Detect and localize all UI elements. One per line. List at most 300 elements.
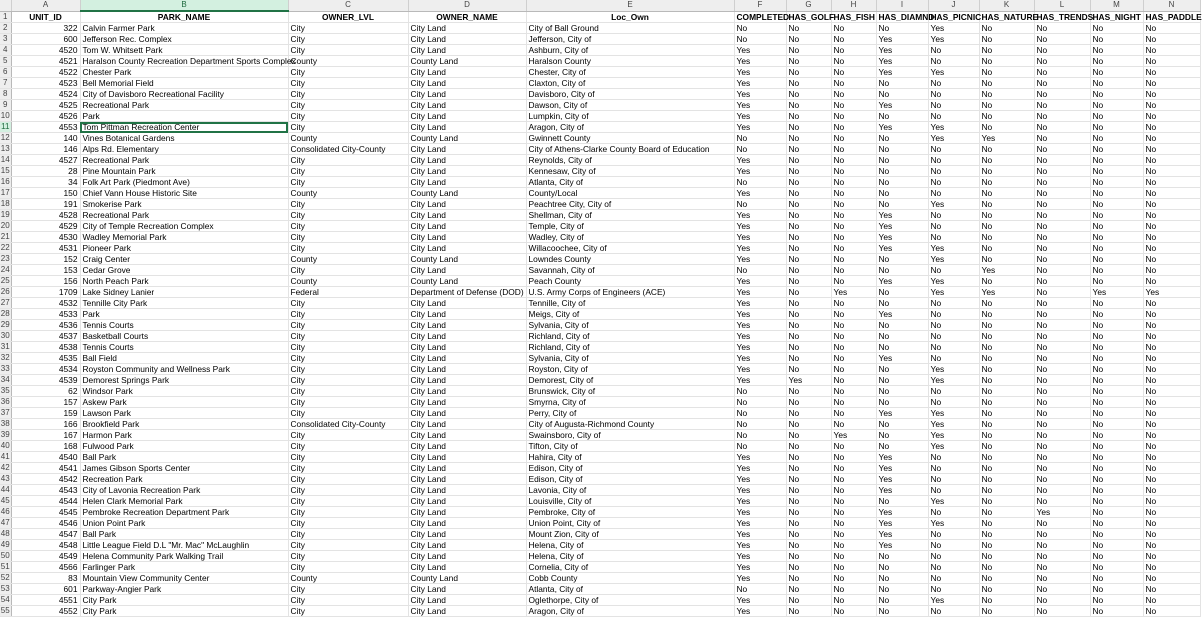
cell[interactable]: No	[786, 573, 831, 584]
cell[interactable]: No	[1090, 265, 1143, 276]
row-number[interactable]: 16	[0, 177, 10, 186]
cell[interactable]: No	[979, 45, 1034, 56]
cell[interactable]: No	[786, 232, 831, 243]
column-header-k[interactable]: K	[979, 0, 1034, 11]
cell[interactable]: No	[734, 199, 786, 210]
cell[interactable]: No	[831, 562, 876, 573]
cell[interactable]: No	[1143, 177, 1200, 188]
cell[interactable]: No	[734, 386, 786, 397]
cell[interactable]: City Land	[408, 331, 526, 342]
row-number[interactable]: 51	[0, 562, 10, 571]
cell[interactable]: No	[1143, 166, 1200, 177]
cell[interactable]: No	[831, 397, 876, 408]
cell[interactable]: City	[288, 221, 408, 232]
cell[interactable]: City Land	[408, 364, 526, 375]
cell[interactable]: Park	[80, 111, 288, 122]
cell[interactable]: Yes	[876, 518, 928, 529]
cell[interactable]: Yes	[786, 375, 831, 386]
cell[interactable]: County Land	[408, 188, 526, 199]
cell[interactable]: City Land	[408, 45, 526, 56]
cell[interactable]: 191	[11, 199, 80, 210]
cell[interactable]: No	[1143, 133, 1200, 144]
cell[interactable]: No	[786, 584, 831, 595]
cell[interactable]: City Land	[408, 452, 526, 463]
cell[interactable]: No	[979, 199, 1034, 210]
cell[interactable]: No	[831, 507, 876, 518]
cell[interactable]: No	[1143, 419, 1200, 430]
cell[interactable]: Yes	[876, 276, 928, 287]
cell[interactable]: 4541	[11, 463, 80, 474]
cell[interactable]: Bell Memorial Field	[80, 78, 288, 89]
cell[interactable]: 156	[11, 276, 80, 287]
cell[interactable]: Yes	[734, 232, 786, 243]
row-number[interactable]: 17	[0, 188, 10, 197]
cell[interactable]: No	[831, 23, 876, 34]
cell[interactable]: James Gibson Sports Center	[80, 463, 288, 474]
cell[interactable]: No	[979, 551, 1034, 562]
cell[interactable]: 83	[11, 573, 80, 584]
cell[interactable]: No	[1143, 595, 1200, 606]
cell[interactable]: City	[288, 34, 408, 45]
cell[interactable]: No	[979, 177, 1034, 188]
cell[interactable]: Yes	[734, 89, 786, 100]
cell[interactable]: No	[1034, 122, 1090, 133]
cell[interactable]: No	[831, 463, 876, 474]
cell[interactable]: Yes	[734, 210, 786, 221]
cell[interactable]: No	[1090, 419, 1143, 430]
cell[interactable]: Haralson County	[526, 56, 734, 67]
cell[interactable]: No	[1034, 551, 1090, 562]
cell[interactable]: No	[1034, 221, 1090, 232]
cell[interactable]: No	[979, 155, 1034, 166]
row-number[interactable]: 18	[0, 199, 10, 208]
cell[interactable]: Basketball Courts	[80, 331, 288, 342]
cell[interactable]: No	[831, 529, 876, 540]
cell[interactable]: City Land	[408, 155, 526, 166]
column-header-d[interactable]: D	[408, 0, 526, 11]
cell[interactable]: No	[876, 111, 928, 122]
cell[interactable]: No	[876, 89, 928, 100]
cell[interactable]: Louisville, City of	[526, 496, 734, 507]
cell[interactable]: Yes	[734, 529, 786, 540]
cell[interactable]: No	[1143, 430, 1200, 441]
cell[interactable]: No	[876, 298, 928, 309]
cell[interactable]: No	[1034, 320, 1090, 331]
row-number[interactable]: 10	[0, 111, 10, 120]
cell[interactable]: Department of Defense (DOD)	[408, 287, 526, 298]
cell[interactable]: County Land	[408, 254, 526, 265]
cell[interactable]: No	[928, 452, 979, 463]
cell[interactable]: City	[288, 353, 408, 364]
cell[interactable]: No	[876, 166, 928, 177]
cell[interactable]: No	[979, 595, 1034, 606]
cell[interactable]: No	[979, 320, 1034, 331]
cell[interactable]: No	[831, 67, 876, 78]
row-number[interactable]: 1	[0, 11, 11, 23]
cell[interactable]: Pembroke Recreation Department Park	[80, 507, 288, 518]
cell[interactable]: No	[1090, 298, 1143, 309]
cell[interactable]: City	[288, 89, 408, 100]
cell[interactable]: No	[786, 397, 831, 408]
cell[interactable]: No	[876, 364, 928, 375]
cell[interactable]: 4533	[11, 309, 80, 320]
cell[interactable]: City	[288, 562, 408, 573]
cell[interactable]: Helena Community Park Walking Trail	[80, 551, 288, 562]
cell[interactable]: Vines Botanical Gardens	[80, 133, 288, 144]
cell[interactable]: City Land	[408, 34, 526, 45]
cell[interactable]: City Land	[408, 474, 526, 485]
cell[interactable]: Yes	[928, 199, 979, 210]
cell[interactable]: County Land	[408, 133, 526, 144]
cell[interactable]: Yes	[734, 562, 786, 573]
cell[interactable]: No	[831, 166, 876, 177]
cell[interactable]: 150	[11, 188, 80, 199]
cell[interactable]: No	[1034, 540, 1090, 551]
cell[interactable]: Yes	[734, 540, 786, 551]
cell[interactable]: Yes	[876, 34, 928, 45]
cell[interactable]: No	[979, 56, 1034, 67]
cell[interactable]: No	[786, 243, 831, 254]
cell[interactable]: Helena, City of	[526, 540, 734, 551]
row-number[interactable]: 7	[0, 78, 11, 89]
cell[interactable]: Davisboro, City of	[526, 89, 734, 100]
cell[interactable]: No	[831, 408, 876, 419]
cell[interactable]: No	[1090, 34, 1143, 45]
cell[interactable]: Yes	[928, 518, 979, 529]
cell[interactable]: No	[979, 375, 1034, 386]
cell[interactable]: No	[979, 529, 1034, 540]
cell[interactable]: Yes	[734, 111, 786, 122]
row-number[interactable]: 36	[0, 397, 10, 406]
cell[interactable]: Hahira, City of	[526, 452, 734, 463]
cell[interactable]: No	[1143, 518, 1200, 529]
cell[interactable]: No	[876, 595, 928, 606]
cell[interactable]: No	[831, 210, 876, 221]
cell[interactable]: No	[831, 419, 876, 430]
row-number[interactable]: 44	[0, 485, 10, 494]
cell[interactable]: No	[928, 89, 979, 100]
cell[interactable]: No	[831, 518, 876, 529]
cell[interactable]: No	[1034, 210, 1090, 221]
cell[interactable]: No	[1034, 375, 1090, 386]
cell[interactable]: No	[876, 331, 928, 342]
cell[interactable]: No	[1143, 309, 1200, 320]
cell[interactable]: Yes	[876, 67, 928, 78]
cell[interactable]: Yes	[876, 452, 928, 463]
cell[interactable]: No	[734, 265, 786, 276]
cell[interactable]: No	[1034, 243, 1090, 254]
cell[interactable]: No	[928, 56, 979, 67]
cell[interactable]: No	[831, 342, 876, 353]
cell[interactable]: Royston, City of	[526, 364, 734, 375]
cell[interactable]: Yes	[979, 265, 1034, 276]
cell[interactable]: Yes	[734, 67, 786, 78]
cell[interactable]: Yes	[979, 287, 1034, 298]
cell[interactable]: No	[979, 496, 1034, 507]
cell[interactable]: Yes	[734, 485, 786, 496]
cell[interactable]: No	[1090, 342, 1143, 353]
cell[interactable]: Peachtree City, City of	[526, 199, 734, 210]
cell[interactable]: 322	[11, 23, 80, 34]
cell[interactable]: Yes	[928, 122, 979, 133]
cell[interactable]: Yes	[734, 221, 786, 232]
cell[interactable]: Dawson, City of	[526, 100, 734, 111]
cell[interactable]: U.S. Army Corps of Engineers (ACE)	[526, 287, 734, 298]
cell[interactable]: 167	[11, 430, 80, 441]
cell[interactable]: 4549	[11, 551, 80, 562]
cell[interactable]: City Land	[408, 243, 526, 254]
cell[interactable]: No	[1034, 606, 1090, 617]
cell[interactable]: City	[288, 375, 408, 386]
cell[interactable]: Lavonia, City of	[526, 485, 734, 496]
cell[interactable]: No	[786, 276, 831, 287]
cell[interactable]: No	[1143, 452, 1200, 463]
cell[interactable]: Yes	[928, 430, 979, 441]
cell[interactable]: Chester Park	[80, 67, 288, 78]
cell[interactable]: Yes	[734, 342, 786, 353]
cell[interactable]: City	[288, 518, 408, 529]
cell[interactable]: Yes	[831, 287, 876, 298]
cell[interactable]: No	[876, 397, 928, 408]
row-number[interactable]: 37	[0, 408, 10, 417]
cell[interactable]: No	[1090, 441, 1143, 452]
cell[interactable]: No	[928, 45, 979, 56]
cell[interactable]: City Land	[408, 540, 526, 551]
cell[interactable]: Lowndes County	[526, 254, 734, 265]
cell[interactable]: No	[831, 331, 876, 342]
cell[interactable]: Pine Mountain Park	[80, 166, 288, 177]
cell[interactable]: No	[876, 199, 928, 210]
cell[interactable]: Mount Zion, City of	[526, 529, 734, 540]
cell[interactable]: City Land	[408, 111, 526, 122]
row-number[interactable]: 39	[0, 430, 10, 439]
cell[interactable]: Yes	[928, 243, 979, 254]
cell[interactable]: City	[288, 342, 408, 353]
cell[interactable]: No	[786, 309, 831, 320]
cell[interactable]: 4547	[11, 529, 80, 540]
row-number[interactable]: 4	[0, 45, 11, 56]
cell[interactable]: No	[979, 210, 1034, 221]
cell[interactable]: City of Davisboro Recreational Facility	[80, 89, 288, 100]
cell[interactable]: Consolidated City-County	[288, 419, 408, 430]
cell[interactable]: No	[1090, 529, 1143, 540]
cell[interactable]: No	[1034, 595, 1090, 606]
cell[interactable]: No	[786, 166, 831, 177]
cell[interactable]: No	[928, 221, 979, 232]
cell[interactable]: Yes	[734, 474, 786, 485]
row-number[interactable]: 52	[0, 573, 10, 582]
row-number[interactable]: 24	[0, 265, 10, 274]
cell[interactable]: Yes	[734, 122, 786, 133]
cell[interactable]: Cobb County	[526, 573, 734, 584]
cell[interactable]: No	[1034, 485, 1090, 496]
cell[interactable]: No	[876, 144, 928, 155]
cell[interactable]: Yes	[876, 309, 928, 320]
cell[interactable]: 4539	[11, 375, 80, 386]
cell[interactable]: Tom W. Whitsett Park	[80, 45, 288, 56]
cell[interactable]: No	[979, 463, 1034, 474]
cell[interactable]: No	[1034, 386, 1090, 397]
cell[interactable]: No	[1034, 34, 1090, 45]
cell[interactable]: Cedar Grove	[80, 265, 288, 276]
cell[interactable]: Yes	[1143, 287, 1200, 298]
cell[interactable]: County	[288, 56, 408, 67]
cell[interactable]: City of Athens-Clarke County Board of Education	[526, 144, 734, 155]
cell[interactable]: Yes	[928, 419, 979, 430]
row-number[interactable]: 34	[0, 375, 10, 384]
cell[interactable]: Helena, City of	[526, 551, 734, 562]
cell[interactable]: No	[928, 144, 979, 155]
cell[interactable]: Yes	[734, 507, 786, 518]
cell[interactable]: City	[288, 485, 408, 496]
cell[interactable]: No	[831, 100, 876, 111]
cell[interactable]: Yes	[734, 364, 786, 375]
column-header-i[interactable]: I	[876, 0, 928, 11]
cell[interactable]: No	[979, 419, 1034, 430]
cell[interactable]: County Land	[408, 573, 526, 584]
cell[interactable]: No	[979, 518, 1034, 529]
cell[interactable]: Tennille City Park	[80, 298, 288, 309]
row-number[interactable]: 41	[0, 452, 10, 461]
cell[interactable]: No	[979, 562, 1034, 573]
cell[interactable]: No	[876, 320, 928, 331]
column-header-c[interactable]: C	[288, 0, 408, 11]
cell[interactable]: No	[1143, 386, 1200, 397]
cell[interactable]: No	[1090, 232, 1143, 243]
cell[interactable]: No	[1143, 78, 1200, 89]
cell[interactable]: No	[1034, 518, 1090, 529]
cell[interactable]: Yes	[734, 254, 786, 265]
cell[interactable]: Yes	[876, 100, 928, 111]
cell[interactable]: No	[1090, 430, 1143, 441]
cell[interactable]: No	[1143, 529, 1200, 540]
cell[interactable]: County	[288, 276, 408, 287]
cell[interactable]: 34	[11, 177, 80, 188]
cell[interactable]: No	[876, 441, 928, 452]
cell[interactable]: City of Lavonia Recreation Park	[80, 485, 288, 496]
cell[interactable]: No	[1143, 397, 1200, 408]
cell[interactable]: No	[831, 584, 876, 595]
cell[interactable]: Yes	[876, 210, 928, 221]
cell[interactable]: City	[288, 408, 408, 419]
cell[interactable]: No	[979, 67, 1034, 78]
cell[interactable]: Calvin Farmer Park	[80, 23, 288, 34]
cell[interactable]: No	[876, 188, 928, 199]
cell[interactable]: City Land	[408, 320, 526, 331]
cell[interactable]: City Park	[80, 595, 288, 606]
cell[interactable]: Cornelia, City of	[526, 562, 734, 573]
cell[interactable]: No	[979, 309, 1034, 320]
cell[interactable]: No	[1143, 584, 1200, 595]
cell[interactable]: No	[1143, 265, 1200, 276]
cell[interactable]: No	[831, 78, 876, 89]
cell[interactable]: County Land	[408, 56, 526, 67]
cell[interactable]: No	[1090, 254, 1143, 265]
cell[interactable]: No	[979, 485, 1034, 496]
field-header-cell[interactable]: HAS_DIAMND	[876, 11, 928, 23]
cell[interactable]: Yes	[928, 364, 979, 375]
cell[interactable]: No	[876, 342, 928, 353]
cell[interactable]: No	[786, 78, 831, 89]
cell[interactable]: City Land	[408, 100, 526, 111]
field-header-cell[interactable]: HAS_GOLF	[786, 11, 831, 23]
cell[interactable]: No	[928, 177, 979, 188]
cell[interactable]: No	[1034, 408, 1090, 419]
cell[interactable]: Savannah, City of	[526, 265, 734, 276]
cell[interactable]: City Land	[408, 606, 526, 617]
cell[interactable]: No	[1090, 331, 1143, 342]
cell[interactable]: Kennesaw, City of	[526, 166, 734, 177]
cell[interactable]: No	[1090, 474, 1143, 485]
cell[interactable]: 28	[11, 166, 80, 177]
cell[interactable]: No	[831, 243, 876, 254]
cell[interactable]: Yes	[831, 430, 876, 441]
cell[interactable]: No	[979, 276, 1034, 287]
cell[interactable]: Pembroke, City of	[526, 507, 734, 518]
cell[interactable]: City	[288, 199, 408, 210]
cell[interactable]: City Land	[408, 529, 526, 540]
cell[interactable]: Aragon, City of	[526, 122, 734, 133]
cell[interactable]: No	[876, 177, 928, 188]
cell[interactable]: Ball Field	[80, 353, 288, 364]
cell[interactable]: No	[1143, 562, 1200, 573]
cell[interactable]: City	[288, 606, 408, 617]
cell[interactable]: No	[1090, 452, 1143, 463]
cell[interactable]: No	[786, 551, 831, 562]
cell[interactable]: No	[1034, 309, 1090, 320]
cell[interactable]: Yes	[876, 122, 928, 133]
field-header-cell[interactable]: HAS_NIGHT	[1090, 11, 1143, 23]
cell[interactable]: City Land	[408, 562, 526, 573]
cell[interactable]: No	[876, 584, 928, 595]
cell[interactable]: City Land	[408, 353, 526, 364]
cell[interactable]: 168	[11, 441, 80, 452]
cell[interactable]: Yes	[876, 56, 928, 67]
cell[interactable]: No	[928, 562, 979, 573]
cell[interactable]: No	[979, 584, 1034, 595]
cell[interactable]: Alps Rd. Elementary	[80, 144, 288, 155]
cell[interactable]: No	[1143, 254, 1200, 265]
cell[interactable]: No	[1143, 298, 1200, 309]
cell[interactable]: No	[928, 507, 979, 518]
cell[interactable]: Yes	[876, 463, 928, 474]
cell[interactable]: Yes	[734, 100, 786, 111]
cell[interactable]: No	[831, 199, 876, 210]
cell[interactable]: Yes	[734, 331, 786, 342]
cell[interactable]: City	[288, 177, 408, 188]
cell[interactable]: Jefferson Rec. Complex	[80, 34, 288, 45]
cell[interactable]: City	[288, 309, 408, 320]
cell[interactable]: No	[928, 232, 979, 243]
cell[interactable]: City Land	[408, 408, 526, 419]
cell[interactable]: No	[831, 551, 876, 562]
cell[interactable]: No	[979, 166, 1034, 177]
cell[interactable]: City	[288, 232, 408, 243]
cell[interactable]: 157	[11, 397, 80, 408]
cell[interactable]: No	[1090, 320, 1143, 331]
row-number[interactable]: 49	[0, 540, 10, 549]
cell[interactable]: Haralson County Recreation Department Sports Complex	[80, 56, 288, 67]
cell[interactable]: Shellman, City of	[526, 210, 734, 221]
cell[interactable]: No	[1090, 386, 1143, 397]
cell[interactable]: Yes	[928, 595, 979, 606]
cell[interactable]: No	[979, 232, 1034, 243]
cell[interactable]: No	[786, 100, 831, 111]
cell[interactable]: No	[928, 463, 979, 474]
cell[interactable]: No	[831, 375, 876, 386]
cell[interactable]: No	[876, 573, 928, 584]
cell[interactable]: No	[1090, 199, 1143, 210]
